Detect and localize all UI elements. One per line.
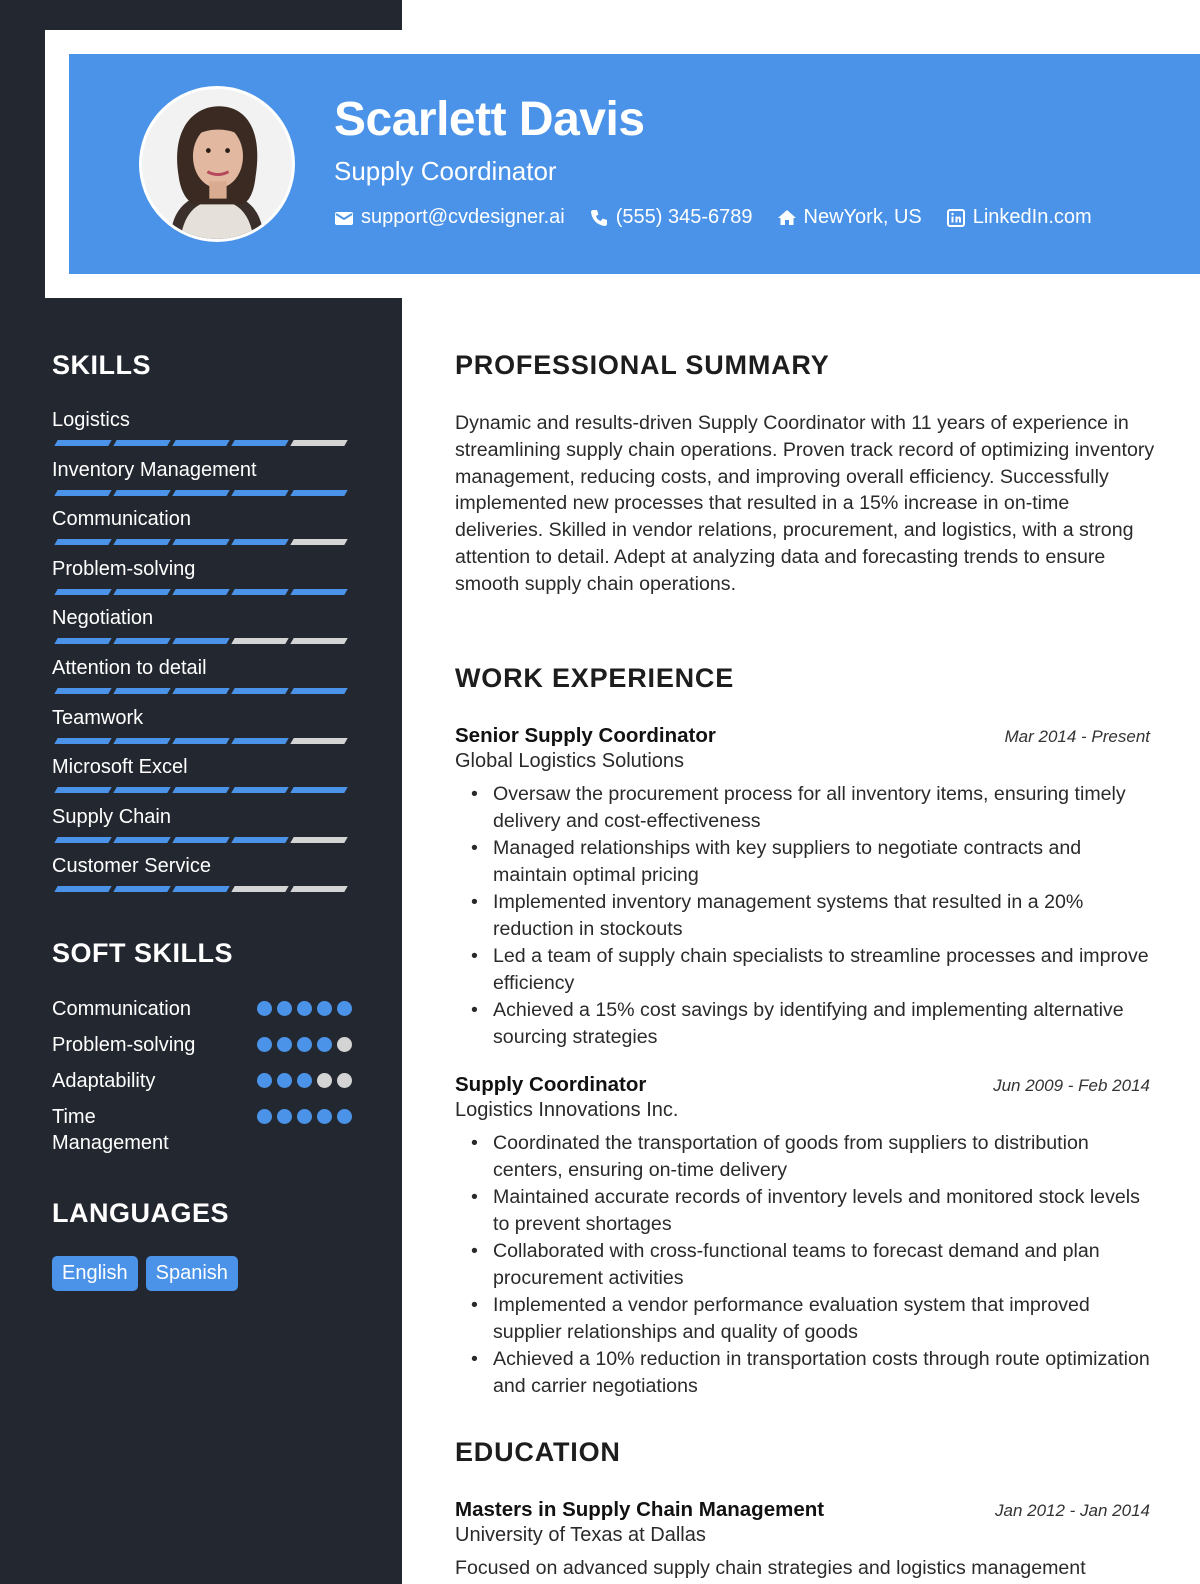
skill-level-segment bbox=[113, 440, 170, 446]
skill-level-segment bbox=[54, 837, 111, 843]
skill-level-bar bbox=[52, 539, 348, 545]
language-chip: English bbox=[52, 1256, 138, 1291]
skill-level-segment bbox=[172, 539, 229, 545]
skill-level-bar bbox=[52, 738, 348, 744]
degree-title: Masters in Supply Chain Management bbox=[455, 1498, 825, 1521]
location-text: NewYork, US bbox=[803, 206, 922, 228]
rating-dot bbox=[277, 1037, 292, 1052]
summary-heading: PROFESSIONAL SUMMARY bbox=[455, 350, 830, 380]
skill-level-segment bbox=[290, 589, 347, 595]
skill-level-segment bbox=[113, 886, 170, 892]
skill-level-bar bbox=[52, 490, 348, 496]
skill-level-bar bbox=[52, 837, 348, 843]
job-entry bbox=[455, 724, 1150, 1051]
skill-label: Customer Service bbox=[52, 855, 211, 878]
job-bullet: • Implemented a vendor performance evaluation system that improved supplier relationships and quality of goods bbox=[469, 1292, 1150, 1346]
phone-text[interactable]: (555) 345-6789 bbox=[615, 206, 753, 228]
skill-item bbox=[52, 557, 348, 607]
rating-dot bbox=[337, 1037, 352, 1052]
contact-email[interactable] bbox=[334, 206, 565, 229]
skill-label: Teamwork bbox=[52, 706, 144, 729]
soft-skill-rating bbox=[257, 1104, 352, 1124]
skill-level-segment bbox=[231, 688, 288, 694]
skill-level-segment bbox=[54, 539, 111, 545]
skill-level-segment bbox=[113, 787, 170, 793]
skill-label: Problem-solving bbox=[52, 557, 196, 580]
skill-item bbox=[52, 755, 348, 805]
skill-item bbox=[52, 458, 348, 508]
skill-level-segment bbox=[172, 688, 229, 694]
job-bullet: • Achieved a 10% reduction in transportation costs through route optimization and carrier negotiations bbox=[469, 1346, 1150, 1400]
linkedin-text[interactable]: LinkedIn.com bbox=[972, 206, 1092, 228]
candidate-name: Scarlett Davis bbox=[334, 93, 645, 146]
rating-dot bbox=[337, 1109, 352, 1124]
language-chip: Spanish bbox=[146, 1256, 238, 1291]
skill-level-segment bbox=[290, 886, 347, 892]
skill-level-segment bbox=[54, 688, 111, 694]
summary-text: Dynamic and results-driven Supply Coordinator with 11 years of experience in streamlining supply chain operations. Proven track record of optimizing inventory management, reducing costs, and improving overall efficiency. Successfully implemented new processes that resulted in a 15% increase in on-time deliveries. Skilled in vendor relations, procurement, and logistics, with a strong attention to detail. Adept at analyzing data and forecasting trends to ensure smooth supply chain operations. bbox=[455, 412, 1155, 595]
rating-dot bbox=[317, 1037, 332, 1052]
skill-level-segment bbox=[172, 787, 229, 793]
job-bullet: • Achieved a 15% cost savings by identifying and implementing alternative sourcing strategies bbox=[469, 997, 1150, 1051]
skill-label: Logistics bbox=[52, 409, 130, 431]
skill-level-segment bbox=[290, 539, 347, 545]
skill-item bbox=[52, 507, 348, 557]
profile-photo bbox=[142, 89, 292, 239]
job-company: Logistics Innovations Inc. bbox=[455, 1099, 679, 1121]
skill-level-segment bbox=[172, 638, 229, 644]
skill-label: Attention to detail bbox=[52, 656, 207, 679]
skill-level-segment bbox=[231, 539, 288, 545]
school-name: University of Texas at Dallas bbox=[455, 1524, 706, 1546]
skill-level-segment bbox=[54, 638, 111, 644]
soft-skill-label: Problem-solving bbox=[52, 1034, 196, 1056]
education-dates: Jan 2012 - Jan 2014 bbox=[994, 1501, 1150, 1520]
job-title: Senior Supply Coordinator bbox=[455, 724, 716, 747]
rating-dot bbox=[257, 1109, 272, 1124]
skill-level-bar bbox=[52, 787, 348, 793]
skill-level-segment bbox=[231, 490, 288, 496]
job-company: Global Logistics Solutions bbox=[455, 750, 685, 772]
header-banner bbox=[69, 54, 1200, 274]
experience-heading: WORK EXPERIENCE bbox=[455, 663, 735, 693]
skill-item bbox=[52, 805, 348, 855]
skill-label: Supply Chain bbox=[52, 805, 171, 828]
rating-dot bbox=[277, 1073, 292, 1088]
rating-dot bbox=[297, 1037, 312, 1052]
languages-list bbox=[52, 1256, 238, 1291]
rating-dot bbox=[277, 1109, 292, 1124]
rating-dot bbox=[337, 1001, 352, 1016]
skill-level-segment bbox=[113, 688, 170, 694]
skill-label: Microsoft Excel bbox=[52, 756, 188, 779]
rating-dot bbox=[337, 1073, 352, 1088]
contact-linkedin[interactable] bbox=[946, 206, 1092, 229]
job-bullets bbox=[455, 781, 1150, 1051]
skill-level-segment bbox=[113, 539, 170, 545]
skill-level-segment bbox=[54, 440, 111, 446]
skill-level-bar bbox=[52, 589, 348, 595]
skill-label: Inventory Management bbox=[52, 458, 257, 481]
education-description: Focused on advanced supply chain strategies and logistics management bbox=[455, 1557, 1086, 1579]
languages-heading: LANGUAGES bbox=[52, 1198, 230, 1228]
skill-level-segment bbox=[231, 589, 288, 595]
skill-level-segment bbox=[113, 490, 170, 496]
skill-item bbox=[52, 706, 348, 756]
job-entry bbox=[455, 1073, 1150, 1400]
job-bullet: • Collaborated with cross-functional teams to forecast demand and plan procurement activities bbox=[469, 1238, 1150, 1292]
skill-level-segment bbox=[231, 440, 288, 446]
skills-heading: SKILLS bbox=[52, 350, 152, 380]
rating-dot bbox=[317, 1001, 332, 1016]
skill-level-segment bbox=[290, 787, 347, 793]
rating-dot bbox=[297, 1109, 312, 1124]
soft-skill-label: Adaptability bbox=[52, 1070, 156, 1092]
soft-skill-label: Time Management bbox=[52, 1106, 169, 1154]
job-bullets bbox=[455, 1130, 1150, 1400]
job-bullet: • Led a team of supply chain specialists to streamline processes and improve efficiency bbox=[469, 943, 1150, 997]
job-bullet: • Coordinated the transportation of goods from suppliers to distribution centers, ensuring on-time delivery bbox=[469, 1130, 1150, 1184]
skill-label: Negotiation bbox=[52, 607, 154, 630]
job-bullet: • Maintained accurate records of inventory levels and monitored stock levels to prevent shortages bbox=[469, 1184, 1150, 1238]
avatar bbox=[139, 86, 295, 242]
skill-level-segment bbox=[290, 837, 347, 843]
soft-skill-item bbox=[52, 1104, 352, 1156]
job-bullet: • Managed relationships with key suppliers to negotiate contracts and maintain optimal pricing bbox=[469, 835, 1150, 889]
soft-skill-label: Communication bbox=[52, 998, 191, 1020]
linkedin-icon bbox=[946, 208, 966, 228]
skill-level-segment bbox=[290, 738, 347, 744]
contact-location bbox=[777, 206, 922, 229]
email-text[interactable]: support@cvdesigner.ai bbox=[361, 206, 565, 228]
skill-level-segment bbox=[290, 490, 347, 496]
rating-dot bbox=[297, 1073, 312, 1088]
skill-level-segment bbox=[172, 589, 229, 595]
skill-level-segment bbox=[54, 589, 111, 595]
skills-list bbox=[52, 408, 348, 904]
skill-level-segment bbox=[54, 886, 111, 892]
skill-level-segment bbox=[231, 886, 288, 892]
soft-skills-list bbox=[52, 996, 352, 1166]
skill-level-bar bbox=[52, 440, 348, 446]
skill-level-segment bbox=[172, 738, 229, 744]
soft-skill-item bbox=[52, 1032, 352, 1058]
skill-level-segment bbox=[231, 738, 288, 744]
rating-dot bbox=[277, 1001, 292, 1016]
soft-skill-item bbox=[52, 1068, 352, 1094]
rating-dot bbox=[297, 1001, 312, 1016]
skill-level-segment bbox=[54, 490, 111, 496]
soft-skill-item bbox=[52, 996, 352, 1022]
rating-dot bbox=[317, 1109, 332, 1124]
skill-level-segment bbox=[290, 638, 347, 644]
job-bullet: • Oversaw the procurement process for all inventory items, ensuring timely delivery and cost-effectiveness bbox=[469, 781, 1150, 835]
skill-level-segment bbox=[290, 440, 347, 446]
skill-label: Communication bbox=[52, 508, 191, 531]
skill-level-bar bbox=[52, 638, 348, 644]
skill-level-bar bbox=[52, 886, 348, 892]
rating-dot bbox=[257, 1073, 272, 1088]
contact-phone[interactable] bbox=[589, 206, 753, 229]
education-entry bbox=[455, 1498, 1150, 1581]
skill-level-segment bbox=[172, 886, 229, 892]
job-dates: Jun 2009 - Feb 2014 bbox=[993, 1076, 1150, 1095]
envelope-icon bbox=[334, 208, 354, 228]
home-icon bbox=[777, 208, 797, 228]
job-bullet: • Implemented inventory management systems that resulted in a 20% reduction in stockouts bbox=[469, 889, 1150, 943]
rating-dot bbox=[317, 1073, 332, 1088]
rating-dot bbox=[257, 1037, 272, 1052]
rating-dot bbox=[257, 1001, 272, 1016]
skill-level-segment bbox=[172, 440, 229, 446]
skill-item bbox=[52, 606, 348, 656]
skill-level-segment bbox=[54, 787, 111, 793]
skill-level-segment bbox=[231, 787, 288, 793]
skill-level-segment bbox=[113, 837, 170, 843]
skill-item bbox=[52, 854, 348, 904]
soft-skill-rating bbox=[257, 1068, 352, 1088]
skill-item bbox=[52, 656, 348, 706]
skill-level-segment bbox=[172, 837, 229, 843]
candidate-title: Supply Coordinator bbox=[334, 156, 557, 186]
skill-level-segment bbox=[172, 490, 229, 496]
soft-skills-heading: SOFT SKILLS bbox=[52, 938, 233, 968]
skill-level-bar bbox=[52, 688, 348, 694]
soft-skill-rating bbox=[257, 996, 352, 1016]
education-heading: EDUCATION bbox=[455, 1437, 621, 1467]
skill-level-segment bbox=[113, 638, 170, 644]
skill-level-segment bbox=[231, 837, 288, 843]
skill-level-segment bbox=[290, 688, 347, 694]
soft-skill-rating bbox=[257, 1032, 352, 1052]
phone-icon bbox=[589, 208, 609, 228]
job-dates: Mar 2014 - Present bbox=[1004, 727, 1150, 746]
skill-level-segment bbox=[113, 589, 170, 595]
skill-level-segment bbox=[113, 738, 170, 744]
skill-level-segment bbox=[54, 738, 111, 744]
skill-item bbox=[52, 408, 348, 458]
skill-level-segment bbox=[231, 638, 288, 644]
job-title: Supply Coordinator bbox=[455, 1073, 647, 1096]
contact-bar bbox=[334, 206, 1092, 229]
